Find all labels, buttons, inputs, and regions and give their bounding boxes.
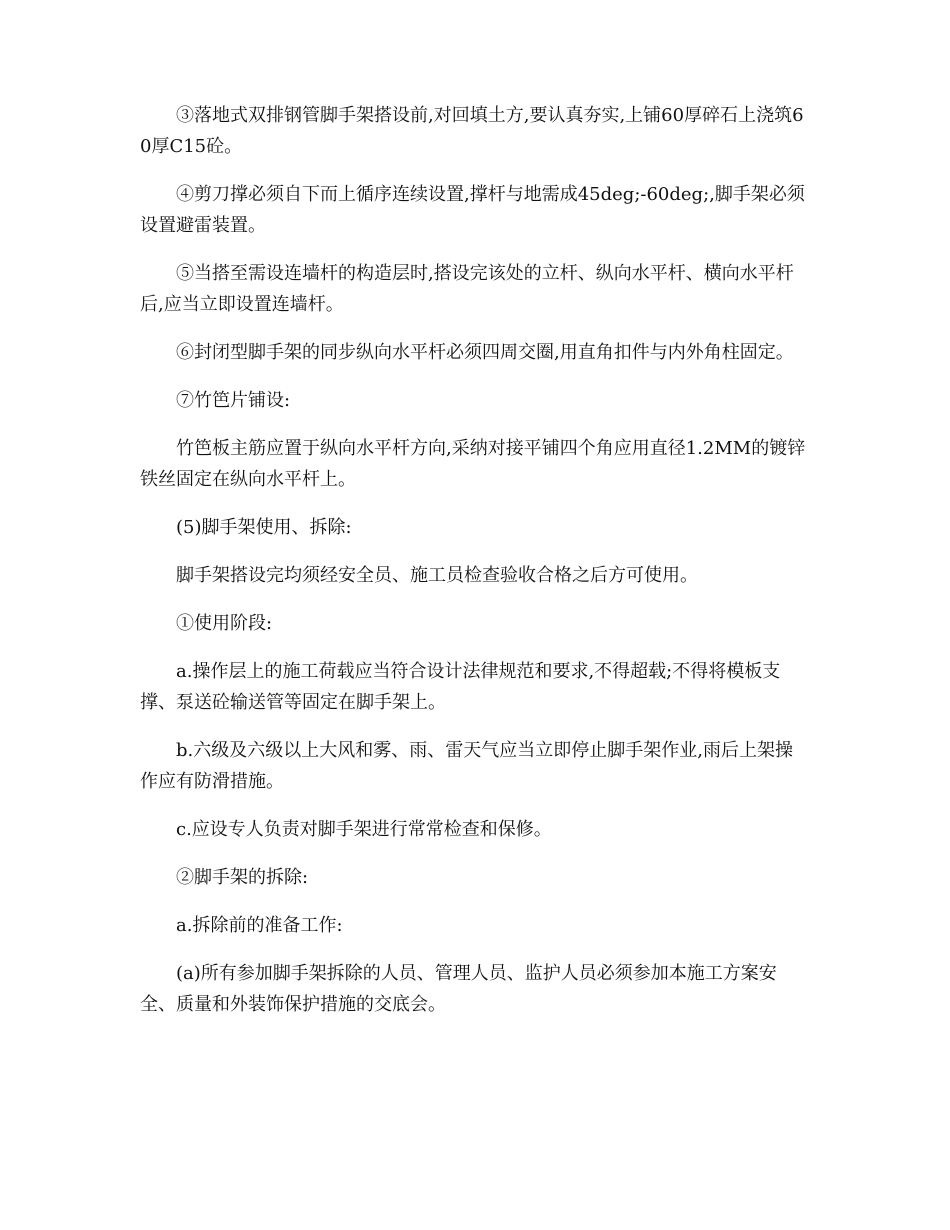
paragraph-weather: b.六级及六级以上大风和雾、雨、雷天气应当立即停止脚手架作业,雨后上架操作应有防滑措施。 xyxy=(140,740,793,792)
paragraph-backfill-compaction: ③落地式双排钢管脚手架搭设前,对回填土方,要认真夯实,上铺60厚碎石上浇筑60厚C15砼。 xyxy=(140,105,804,157)
paragraph-bamboo-mat-heading: ⑦竹笆片铺设: xyxy=(176,390,291,411)
paragraph-scissor-brace: ④剪刀撑必须自下而上循序连续设置,撑杆与地需成45deg;-60deg;,脚手架必须设置避雷装置。 xyxy=(140,184,805,236)
document-body xyxy=(140,100,810,1037)
paragraph-wall-tie: ⑤当搭至需设连墙杆的构造层时,搭设完该处的立杆、纵向水平杆、横向水平杆后,应当立即设置连墙杆。 xyxy=(140,263,794,315)
paragraph-inspection: 脚手架搭设完均须经安全员、施工员检查验收合格之后方可使用。 xyxy=(176,565,698,586)
paragraph-bamboo-mat-detail: 竹笆板主筋应置于纵向水平杆方向,采纳对接平铺四个角应用直径1.2MM的镀锌铁丝固定在纵向水平杆上。 xyxy=(140,438,806,490)
subheading-preparation: a.拆除前的准备工作: xyxy=(176,915,343,936)
paragraph-closed-scaffold: ⑥封闭型脚手架的同步纵向水平杆必须四周交圈,用直角扣件与内外角柱固定。 xyxy=(176,342,794,363)
subheading-removal: ②脚手架的拆除: xyxy=(176,867,309,888)
subheading-use-stage: ①使用阶段: xyxy=(176,613,273,634)
paragraph-load-limit: a.操作层上的施工荷载应当符合设计法律规范和要求,不得超载;不得将模板支撑、泵送砼输送管等固定在脚手架上。 xyxy=(140,661,781,713)
paragraph-briefing: (a)所有参加脚手架拆除的人员、管理人员、监护人员必须参加本施工方案安全、质量和外装饰保护措施的交底会。 xyxy=(140,963,777,1015)
paragraph-maintenance: c.应设专人负责对脚手架进行常常检查和保修。 xyxy=(176,819,552,840)
section-heading-use-and-removal: (5)脚手架使用、拆除: xyxy=(176,517,352,538)
